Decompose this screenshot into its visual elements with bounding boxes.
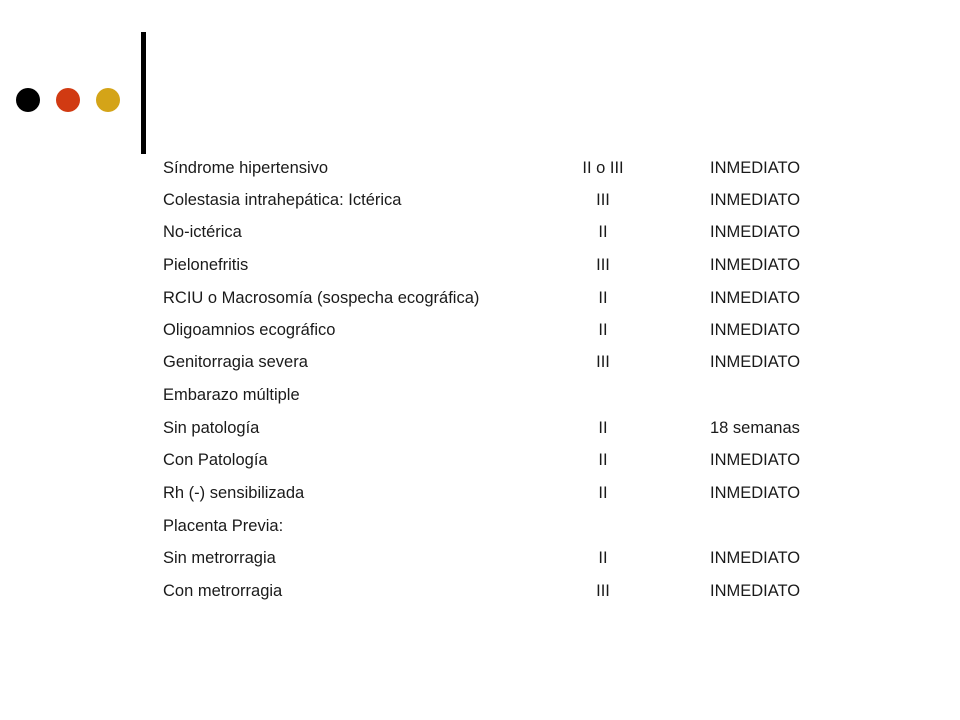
timing-cell: INMEDIATO	[710, 353, 801, 371]
condition-cell: Con Patología	[163, 451, 268, 469]
timing-cell: INMEDIATO	[710, 159, 801, 177]
timing-cell: INMEDIATO	[710, 256, 801, 274]
table-row	[163, 317, 843, 343]
timing-cell: INMEDIATO	[710, 582, 801, 600]
timing-cell: 18 semanas	[710, 419, 800, 437]
condition-cell: Sin patología	[163, 419, 260, 437]
level-cell: II	[598, 484, 608, 502]
table-row	[163, 285, 843, 311]
level-cell: II	[598, 223, 608, 241]
table-row	[163, 513, 843, 539]
condition-cell: Placenta Previa:	[163, 517, 284, 535]
level-cell: II	[598, 289, 608, 307]
condition-cell: Colestasia intrahepática: Ictérica	[163, 191, 402, 209]
table-row	[163, 187, 843, 213]
black-dot	[16, 88, 40, 112]
table-row	[163, 447, 843, 473]
table-row	[163, 382, 843, 408]
timing-cell: INMEDIATO	[710, 451, 801, 469]
condition-cell: Con metrorragia	[163, 582, 283, 600]
gold-dot	[96, 88, 120, 112]
table-row	[163, 415, 843, 441]
table-row	[163, 480, 843, 506]
condition-cell: RCIU o Macrosomía (sospecha ecográfica)	[163, 289, 480, 307]
level-cell: II	[598, 419, 608, 437]
condition-cell: Pielonefritis	[163, 256, 249, 274]
level-cell: III	[596, 582, 610, 600]
level-cell: II	[598, 451, 608, 469]
condition-cell: Rh (-) sensibilizada	[163, 484, 305, 502]
vertical-divider	[141, 32, 146, 154]
timing-cell: INMEDIATO	[710, 191, 801, 209]
timing-cell: INMEDIATO	[710, 484, 801, 502]
level-cell: II	[598, 321, 608, 339]
timing-cell: INMEDIATO	[710, 321, 801, 339]
condition-cell: Oligoamnios ecográfico	[163, 321, 336, 339]
table-row	[163, 349, 843, 375]
table-row	[163, 155, 843, 181]
table-row	[163, 578, 843, 604]
table-row	[163, 252, 843, 278]
level-cell: III	[596, 256, 610, 274]
level-cell: II	[598, 549, 608, 567]
timing-cell: INMEDIATO	[710, 223, 801, 241]
condition-cell: Síndrome hipertensivo	[163, 159, 329, 177]
condition-cell: No-ictérica	[163, 223, 242, 241]
condition-cell: Embarazo múltiple	[163, 386, 300, 404]
timing-cell: INMEDIATO	[710, 549, 801, 567]
level-cell: III	[596, 353, 610, 371]
referral-table	[163, 155, 843, 605]
table-row	[163, 545, 843, 571]
red-dot	[56, 88, 80, 112]
table-row	[163, 219, 843, 245]
level-cell: II o III	[582, 159, 624, 177]
decorative-dots	[16, 88, 126, 114]
timing-cell: INMEDIATO	[710, 289, 801, 307]
condition-cell: Sin metrorragia	[163, 549, 276, 567]
condition-cell: Genitorragia severa	[163, 353, 308, 371]
level-cell: III	[596, 191, 610, 209]
